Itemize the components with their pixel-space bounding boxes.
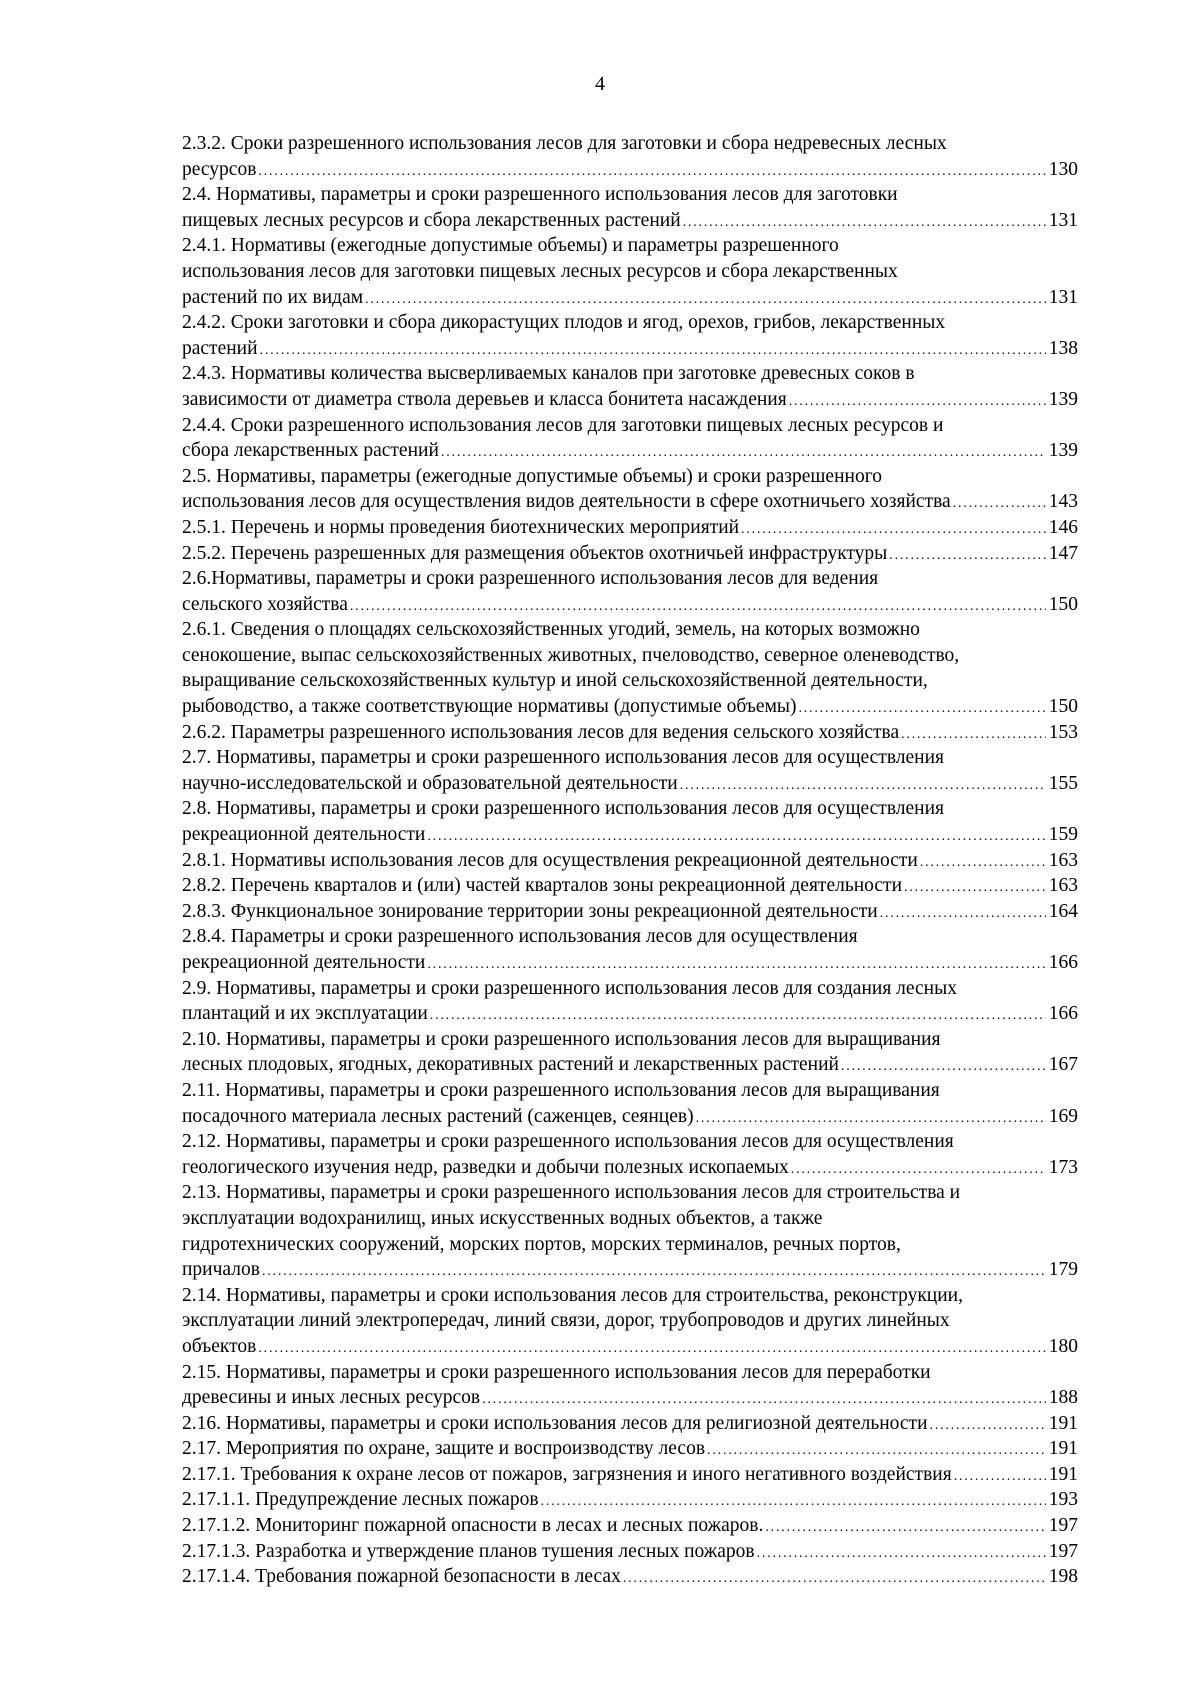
toc-page-number: 197 (1048, 1515, 1078, 1537)
toc-entry[interactable] (182, 131, 1078, 182)
toc-entry-text: 2.6.Нормативы, параметры и сроки разрешенного использования лесов для ведения (182, 568, 879, 590)
toc-entry-text: 2.4.3. Нормативы количества высверливаемых каналов при заготовке древесных соков в (182, 363, 915, 385)
toc-entry[interactable] (182, 1462, 1078, 1488)
toc-page-number: 150 (1048, 696, 1078, 718)
toc-entry[interactable] (182, 873, 1078, 899)
toc-entry-text: сенокошение, выпас сельскохозяйственных животных, пчеловодство, северное оленеводство, (182, 644, 960, 666)
toc-page-number: 139 (1048, 440, 1078, 462)
toc-entry[interactable] (182, 541, 1078, 567)
dot-leader (953, 491, 1046, 515)
dot-leader (350, 594, 1046, 618)
toc-entry-text: ресурсов (182, 158, 257, 180)
dot-leader (880, 901, 1046, 925)
toc-page-number: 191 (1048, 1438, 1078, 1460)
dot-leader (757, 1541, 1046, 1565)
toc-entry[interactable] (182, 1513, 1078, 1539)
toc-entry-text: сбора лекарственных растений (182, 440, 439, 462)
toc-entry[interactable] (182, 515, 1078, 541)
toc-entry-text: 2.17.1.4. Требования пожарной безопасности в лесах (182, 1566, 621, 1588)
dot-leader (430, 1003, 1046, 1027)
toc-entry-text: древесины и иных лесных ресурсов (182, 1387, 481, 1409)
toc-page-number: 191 (1048, 1463, 1078, 1485)
toc-entry-text: 2.8.2. Перечень кварталов и (или) частей кварталов зоны рекреационной деятельности (182, 875, 903, 897)
toc-entry-text: плантаций и их эксплуатации (182, 1003, 428, 1025)
toc-page-number: 193 (1048, 1489, 1078, 1511)
toc-entry[interactable] (182, 1487, 1078, 1513)
toc-entry-text: 2.8.3. Функциональное зонирование территории зоны рекреационной деятельности (182, 900, 878, 922)
toc-entry-text: растений по их видам (182, 286, 364, 308)
toc-page-number: 131 (1048, 286, 1078, 308)
toc-entry-text: 2.8. Нормативы, параметры и сроки разрешенного использования лесов для осуществления (182, 798, 945, 820)
dot-leader (904, 875, 1046, 899)
toc-entry-text: 2.3.2. Сроки разрешенного использования лесов для заготовки и сбора недревесных лесных (182, 133, 947, 154)
toc-entry[interactable] (182, 899, 1078, 925)
dot-leader (789, 389, 1046, 413)
toc-entry-text: эксплуатации линий электропередач, линий связи, дорог, трубопроводов и других линейных (182, 1310, 950, 1332)
dot-leader (841, 1054, 1046, 1078)
toc-page-number: 191 (1048, 1412, 1078, 1434)
toc-page-number: 159 (1048, 824, 1078, 846)
dot-leader (683, 210, 1046, 234)
toc-entry[interactable] (182, 233, 1078, 310)
toc-page-number: 146 (1048, 516, 1078, 538)
toc-entry-text: 2.11. Нормативы, параметры и сроки разрешенного использования лесов для выращивания (182, 1079, 940, 1101)
toc-entry-text: 2.17.1. Требования к охране лесов от пожаров, загрязнения и иного негативного воздействия (182, 1463, 952, 1485)
toc-page-number: 180 (1048, 1335, 1078, 1357)
toc-entry[interactable] (182, 413, 1078, 464)
toc-entry-text: использования лесов для заготовки пищевых лесных ресурсов и сбора лекарственных (182, 260, 898, 282)
toc-entry-text: рекреационной деятельности (182, 824, 426, 846)
toc-page-number: 179 (1048, 1259, 1078, 1281)
dot-leader (258, 159, 1045, 183)
toc-page-number: 188 (1048, 1387, 1078, 1409)
dot-leader (741, 517, 1046, 541)
toc-entry-text: 2.17.1.2. Мониторинг пожарной опасности в лесах и лесных пожаров. (182, 1515, 764, 1537)
toc-entry-text: зависимости от диаметра ствола деревьев и класса бонитета насаждения (182, 388, 787, 410)
dot-leader (680, 773, 1046, 797)
toc-page-number: 155 (1048, 772, 1078, 794)
toc-entry[interactable] (182, 1360, 1078, 1411)
toc-entry[interactable] (182, 1411, 1078, 1437)
toc-entry-text: сельского хозяйства (182, 593, 348, 615)
toc-page-number: 167 (1048, 1054, 1078, 1076)
toc-entry-text: рекреационной деятельности (182, 952, 426, 973)
toc-entry-text: 2.4.2. Сроки заготовки и сбора дикорастущих плодов и ягод, орехов, грибов, лекарственных (182, 312, 946, 334)
toc-page-number: 138 (1048, 337, 1078, 359)
toc-page-number: 153 (1048, 721, 1078, 743)
dot-leader (365, 287, 1046, 311)
toc-entry-text: пищевых лесных ресурсов и сбора лекарственных растений (182, 209, 681, 231)
toc-entry[interactable] (182, 976, 1078, 1027)
table-of-contents (182, 131, 1078, 1590)
toc-entry-text: гидротехнических сооружений, морских портов, морских терминалов, речных портов, (182, 1233, 901, 1255)
dot-leader (262, 1259, 1046, 1283)
toc-entry[interactable] (182, 924, 1078, 975)
toc-page-number: 139 (1048, 388, 1078, 410)
toc-entry[interactable] (182, 1180, 1078, 1282)
toc-entry-text: посадочного материала лесных растений (саженцев, сеянцев) (182, 1105, 694, 1127)
toc-entry[interactable] (182, 1539, 1078, 1565)
toc-entry-text: 2.8.4. Параметры и сроки разрешенного использования лесов для осуществления (182, 926, 858, 948)
toc-entry-text: 2.7. Нормативы, параметры и сроки разрешенного использования лесов для осуществления (182, 747, 945, 769)
toc-page-number: 166 (1048, 952, 1078, 973)
toc-entry-text: эксплуатации водохранилищ, иных искусственных водных объектов, а также (182, 1207, 823, 1229)
dot-leader (901, 722, 1046, 746)
toc-page-number: 130 (1048, 158, 1078, 180)
toc-entry-text: 2.6.2. Параметры разрешенного использования лесов для ведения сельского хозяйства (182, 721, 900, 743)
toc-entry-text: 2.13. Нормативы, параметры и сроки разрешенного использования лесов для строительства и (182, 1182, 961, 1204)
toc-page-number: 150 (1048, 593, 1078, 615)
toc-page-number: 131 (1048, 209, 1078, 231)
dot-leader (765, 1515, 1045, 1539)
toc-entry-text: причалов (182, 1259, 260, 1281)
dot-leader (889, 543, 1045, 567)
dot-leader (427, 952, 1045, 976)
toc-entry[interactable] (182, 1283, 1078, 1360)
toc-entry-text: 2.5.2. Перечень разрешенных для размещения объектов охотничьей инфраструктуры (182, 542, 888, 564)
dot-leader (441, 440, 1046, 464)
toc-entry-text: объектов (182, 1335, 257, 1357)
toc-entry-text: 2.4. Нормативы, параметры и сроки разрешенного использования лесов для заготовки (182, 184, 898, 206)
toc-entry-text: 2.12. Нормативы, параметры и сроки разрешенного использования лесов для осуществления (182, 1131, 954, 1153)
dot-leader (258, 1336, 1045, 1360)
dot-leader (920, 850, 1046, 874)
toc-entry-text: научно-исследовательской и образовательной деятельности (182, 772, 678, 794)
dot-leader (954, 1464, 1046, 1488)
toc-page-number: 163 (1048, 849, 1078, 871)
toc-entry-text: 2.14. Нормативы, параметры и сроки использования лесов для строительства, реконструкции, (182, 1284, 963, 1306)
dot-leader (482, 1387, 1046, 1411)
dot-leader (541, 1489, 1046, 1513)
toc-entry-text: 2.17. Мероприятия по охране, защите и воспроизводству лесов (182, 1438, 706, 1460)
toc-entry-text: использования лесов для осуществления видов деятельности в сфере охотничьего хозяйства (182, 491, 951, 513)
toc-entry-text: 2.5. Нормативы, параметры (ежегодные допустимые объемы) и сроки разрешенного (182, 465, 882, 487)
toc-entry-text: 2.8.1. Нормативы использования лесов для осуществления рекреационной деятельности (182, 849, 918, 871)
toc-entry[interactable] (182, 1564, 1078, 1590)
toc-page-number: 197 (1048, 1540, 1078, 1562)
toc-entry-text: 2.16. Нормативы, параметры и сроки использования лесов для религиозной деятельности (182, 1412, 928, 1434)
toc-entry-text: 2.4.4. Сроки разрешенного использования лесов для заготовки пищевых лесных ресурсов и (182, 414, 944, 436)
toc-page-number: 169 (1048, 1105, 1078, 1127)
toc-entry-text: геологического изучения недр, разведки и добычи полезных ископаемых (182, 1156, 789, 1178)
toc-entry[interactable] (182, 1078, 1078, 1129)
dot-leader (791, 1157, 1046, 1181)
toc-page-number: 166 (1048, 1003, 1078, 1025)
toc-entry[interactable] (182, 182, 1078, 233)
toc-page-number: 198 (1048, 1566, 1078, 1588)
toc-entry-text: 2.15. Нормативы, параметры и сроки разрешенного использования лесов для переработки (182, 1361, 931, 1383)
toc-entry[interactable] (182, 745, 1078, 796)
toc-entry[interactable] (182, 848, 1078, 874)
toc-entry[interactable] (182, 566, 1078, 617)
toc-entry[interactable] (182, 1027, 1078, 1078)
toc-page-number: 147 (1048, 542, 1078, 564)
toc-entry-text: 2.9. Нормативы, параметры и сроки разрешенного использования лесов для создания лесных (182, 977, 957, 999)
toc-entry[interactable] (182, 617, 1078, 719)
toc-entry[interactable] (182, 796, 1078, 847)
toc-entry-text: 2.10. Нормативы, параметры и сроки разрешенного использования лесов для выращивания (182, 1028, 941, 1050)
dot-leader (799, 696, 1046, 720)
dot-leader (930, 1413, 1046, 1437)
toc-page-number: 173 (1048, 1156, 1078, 1178)
toc-entry[interactable] (182, 464, 1078, 515)
toc-entry-text: растений (182, 337, 258, 359)
toc-page-number: 163 (1048, 875, 1078, 897)
toc-entry-text: 2.5.1. Перечень и нормы проведения биотехнических мероприятий (182, 516, 740, 538)
page-number: 4 (595, 73, 605, 95)
toc-entry-text: 2.17.1.3. Разработка и утверждение планов тушения лесных пожаров (182, 1540, 755, 1562)
toc-entry-text: лесных плодовых, ягодных, декоративных растений и лекарственных растений (182, 1054, 839, 1076)
toc-entry-text: 2.4.1. Нормативы (ежегодные допустимые объемы) и параметры разрешенного (182, 235, 839, 257)
toc-entry[interactable] (182, 1129, 1078, 1180)
toc-entry-text: рыбоводство, а также соответствующие нормативы (допустимые объемы) (182, 696, 797, 718)
dot-leader (696, 1106, 1046, 1130)
dot-leader (260, 338, 1046, 362)
dot-leader (623, 1566, 1046, 1590)
toc-entry[interactable] (182, 361, 1078, 412)
toc-page-number: 164 (1048, 900, 1078, 922)
dot-leader (427, 824, 1045, 848)
dot-leader (707, 1438, 1046, 1462)
toc-entry[interactable] (182, 1436, 1078, 1462)
toc-entry-text: 2.6.1. Сведения о площадях сельскохозяйственных угодий, земель, на которых возможно (182, 619, 920, 641)
toc-page-number: 143 (1048, 491, 1078, 513)
toc-entry-text: 2.17.1.1. Предупреждение лесных пожаров (182, 1489, 539, 1511)
toc-entry[interactable] (182, 720, 1078, 746)
toc-entry-text: выращивание сельскохозяйственных культур и иной сельскохозяйственной деятельности, (182, 670, 928, 692)
toc-entry[interactable] (182, 310, 1078, 361)
